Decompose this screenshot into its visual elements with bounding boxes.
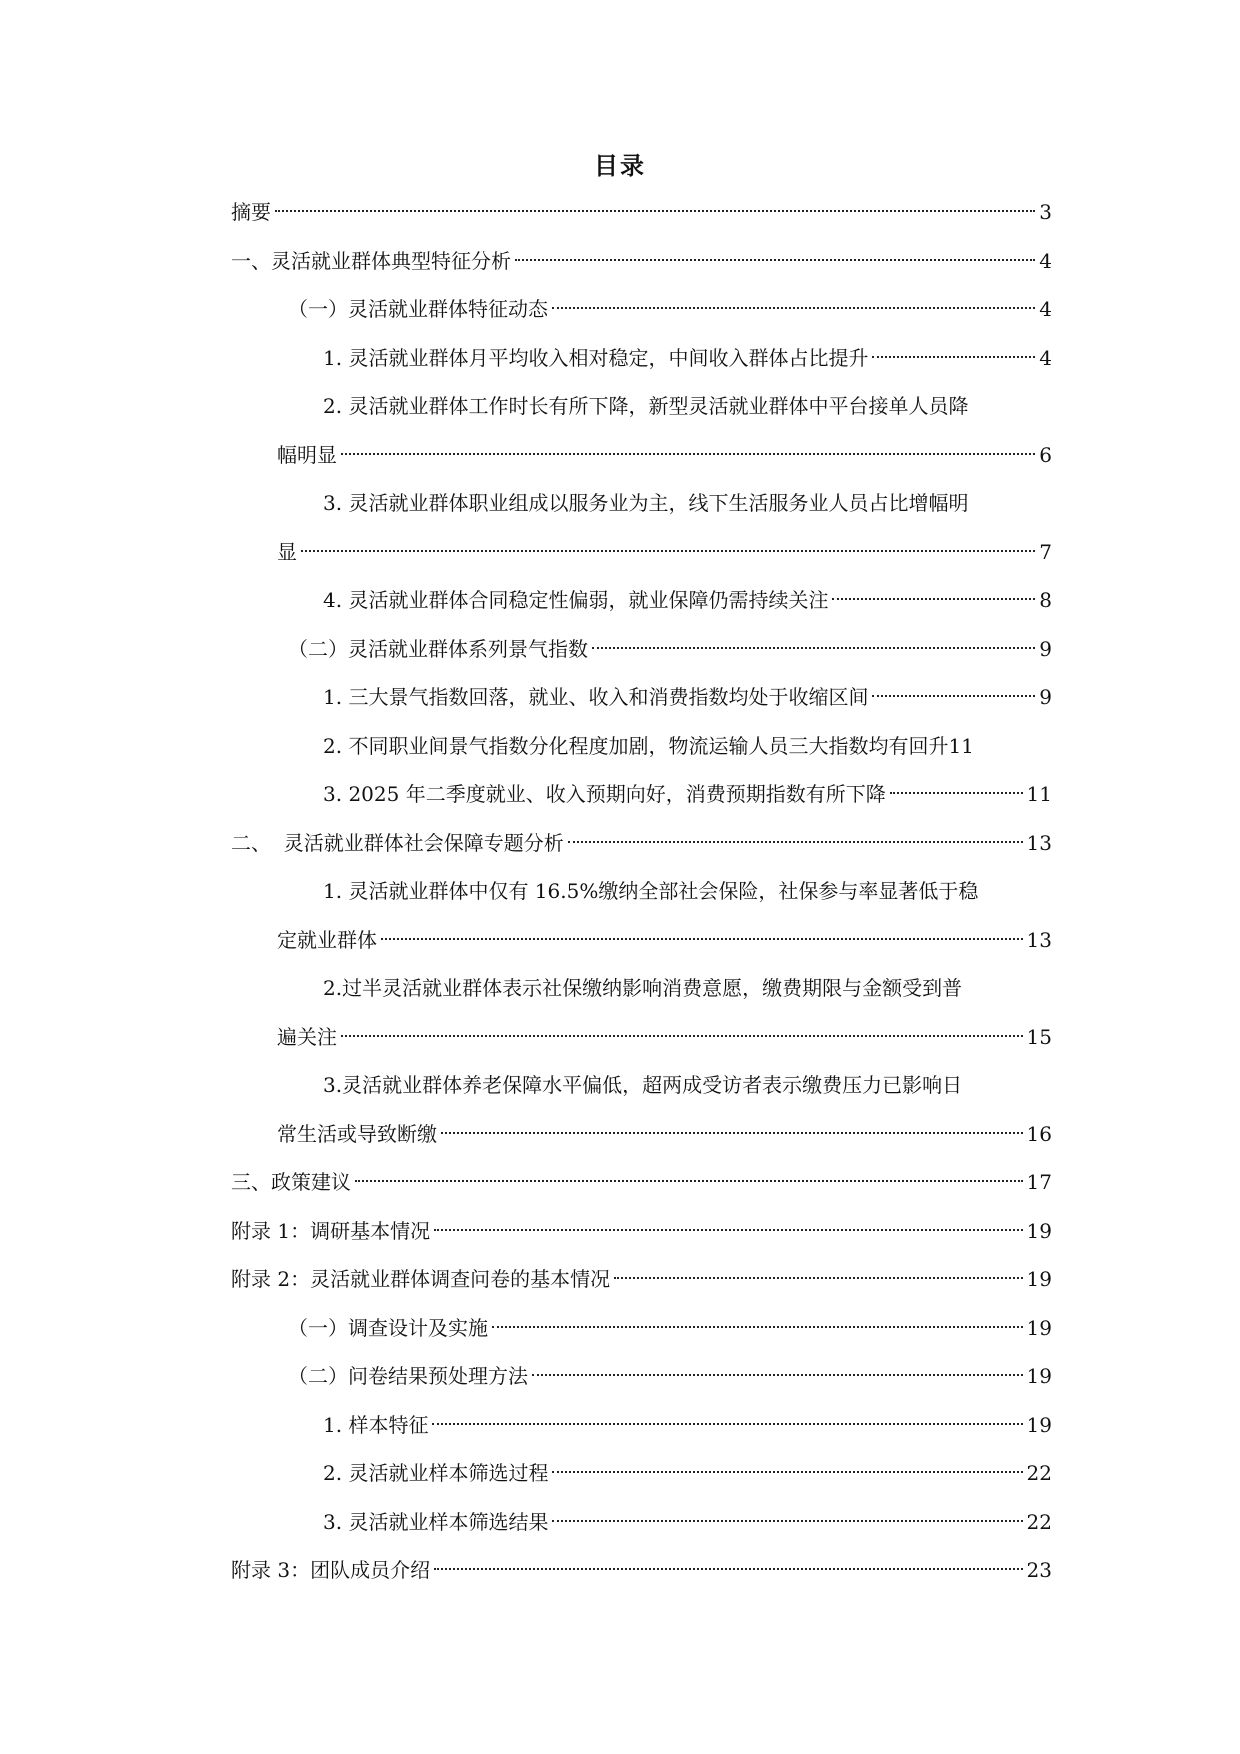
- toc-page-number: 7: [1039, 539, 1052, 564]
- toc-entry[interactable]: [231, 479, 1052, 576]
- toc-entry-text: 摘要: [231, 200, 271, 224]
- toc-entry-text: 附录 3：团队成员介绍: [231, 1558, 431, 1582]
- dot-leader: [568, 841, 1023, 843]
- dot-leader: [532, 1374, 1023, 1376]
- toc-page-number: 17: [1026, 1170, 1052, 1194]
- toc-page-number: 8: [1039, 588, 1052, 612]
- toc-entry[interactable]: [231, 576, 1052, 625]
- dot-leader: [552, 1520, 1022, 1522]
- toc-entry-text-continued: 常生活或导致断缴: [277, 1121, 437, 1146]
- toc-entry-text-continued: 显: [277, 539, 297, 564]
- toc-entry[interactable]: [231, 625, 1052, 674]
- toc-entry[interactable]: [231, 1207, 1052, 1256]
- toc-page-number: 6: [1039, 442, 1052, 467]
- dot-leader: [890, 792, 1023, 794]
- toc-entry[interactable]: [231, 188, 1052, 237]
- toc-entry-text: 1. 三大景气指数回落，就业、收入和消费指数均处于收缩区间: [323, 685, 869, 709]
- toc-entry[interactable]: [231, 285, 1052, 334]
- toc-entry-text: （一）调查设计及实施: [288, 1315, 488, 1340]
- toc-entry[interactable]: [231, 1158, 1052, 1207]
- toc-entry-text: 1. 样本特征: [323, 1412, 429, 1437]
- dot-leader: [381, 938, 1023, 940]
- toc-entry-text-continued: 遍关注: [277, 1024, 337, 1049]
- toc-entry-text: 3. 2025 年二季度就业、收入预期向好，消费预期指数有所下降: [323, 782, 886, 806]
- toc-entry[interactable]: [231, 382, 1052, 479]
- toc-entry-text: 2.过半灵活就业群体表示社保缴纳影响消费意愿，缴费期限与金额受到普: [323, 976, 963, 1000]
- toc-page-number: 9: [1039, 685, 1052, 709]
- toc-page-number: 19: [1026, 1267, 1052, 1291]
- toc-entry[interactable]: [231, 867, 1052, 964]
- table-of-contents: [231, 188, 1052, 1595]
- toc-entry[interactable]: [231, 1061, 1052, 1158]
- toc-entry-text: 附录 1：调研基本情况: [231, 1218, 431, 1243]
- toc-page-number: 13: [1026, 927, 1052, 952]
- toc-entry-text: 3. 灵活就业样本筛选结果: [323, 1509, 549, 1534]
- toc-entry-text: 1. 灵活就业群体中仅有 16.5%缴纳全部社会保险，社保参与率显著低于稳: [323, 879, 979, 903]
- dot-leader: [434, 1568, 1022, 1570]
- toc-entry-text-continued: 定就业群体: [277, 927, 377, 952]
- toc-entry-text: 二、 灵活就业群体社会保障专题分析: [231, 830, 564, 855]
- toc-entry-text: 三、政策建议: [231, 1170, 351, 1194]
- toc-entry[interactable]: [231, 1401, 1052, 1450]
- toc-page-number: 19: [1026, 1364, 1052, 1388]
- toc-entry-text: （二）问卷结果预处理方法: [288, 1364, 528, 1388]
- toc-entry[interactable]: [231, 334, 1052, 383]
- toc-entry-text: 附录 2：灵活就业群体调查问卷的基本情况: [231, 1267, 611, 1291]
- toc-page-number: 16: [1026, 1121, 1052, 1146]
- dot-leader: [355, 1180, 1023, 1182]
- toc-page-number: 4: [1039, 345, 1052, 370]
- toc-page-number: 3: [1039, 200, 1052, 224]
- dot-leader: [434, 1229, 1022, 1231]
- toc-entry[interactable]: [231, 1498, 1052, 1547]
- toc-entry[interactable]: [231, 819, 1052, 868]
- toc-page-number: 15: [1026, 1024, 1052, 1049]
- toc-entry-text-continued: 幅明显: [277, 442, 337, 467]
- dot-leader: [872, 356, 1035, 358]
- dot-leader: [515, 259, 1035, 261]
- toc-entry-text: （二）灵活就业群体系列景气指数: [288, 636, 588, 661]
- dot-leader: [872, 695, 1035, 697]
- toc-title: 目录: [594, 151, 646, 180]
- dot-leader: [301, 550, 1035, 552]
- toc-page-number: 11: [1026, 782, 1052, 806]
- toc-entry[interactable]: [231, 1449, 1052, 1498]
- toc-entry-text: 一、灵活就业群体典型特征分析: [231, 248, 511, 273]
- toc-entry-text: 2. 灵活就业群体工作时长有所下降，新型灵活就业群体中平台接单人员降: [323, 394, 969, 418]
- toc-entry[interactable]: [231, 1352, 1052, 1401]
- dot-leader: [341, 1035, 1023, 1037]
- toc-page-number: 9: [1039, 636, 1052, 661]
- toc-entry-text: 2. 灵活就业样本筛选过程: [323, 1461, 549, 1485]
- toc-entry-text: 4. 灵活就业群体合同稳定性偏弱，就业保障仍需持续关注: [323, 588, 829, 612]
- toc-entry-text: 3.灵活就业群体养老保障水平偏低，超两成受访者表示缴费压力已影响日: [323, 1073, 963, 1097]
- toc-entry-text: 1. 灵活就业群体月平均收入相对稳定，中间收入群体占比提升: [323, 345, 869, 370]
- toc-entry[interactable]: [231, 237, 1052, 286]
- dot-leader: [614, 1277, 1022, 1279]
- toc-entry[interactable]: [231, 1304, 1052, 1353]
- dot-leader: [492, 1326, 1023, 1328]
- toc-page-number: 19: [1026, 1218, 1052, 1243]
- toc-page-number: 11: [948, 733, 974, 758]
- toc-page-number: 19: [1026, 1315, 1052, 1340]
- dot-leader: [552, 1471, 1022, 1473]
- toc-entry[interactable]: [231, 1255, 1052, 1304]
- toc-entry[interactable]: [231, 673, 1052, 722]
- toc-page-number: 23: [1026, 1558, 1052, 1582]
- toc-entry-text: 3. 灵活就业群体职业组成以服务业为主，线下生活服务业人员占比增幅明: [323, 491, 969, 515]
- toc-page-number: 19: [1026, 1412, 1052, 1437]
- dot-leader: [552, 307, 1035, 309]
- toc-entry[interactable]: [231, 722, 1052, 771]
- toc-page-number: 22: [1026, 1461, 1052, 1485]
- dot-leader: [441, 1132, 1023, 1134]
- dot-leader: [832, 598, 1035, 600]
- toc-entry[interactable]: [231, 1546, 1052, 1595]
- toc-entry[interactable]: [231, 964, 1052, 1061]
- toc-page-number: 13: [1026, 830, 1052, 855]
- dot-leader: [275, 210, 1035, 212]
- toc-page-number: 4: [1039, 297, 1052, 321]
- toc-entry-text: （一）灵活就业群体特征动态: [288, 297, 548, 321]
- toc-page-number: 22: [1026, 1509, 1052, 1534]
- dot-leader: [341, 453, 1035, 455]
- toc-page-number: 4: [1039, 248, 1052, 273]
- dot-leader: [592, 647, 1035, 649]
- dot-leader: [432, 1423, 1022, 1425]
- toc-entry-text: 2. 不同职业间景气指数分化程度加剧，物流运输人员三大指数均有回升: [323, 733, 949, 758]
- toc-entry[interactable]: [231, 770, 1052, 819]
